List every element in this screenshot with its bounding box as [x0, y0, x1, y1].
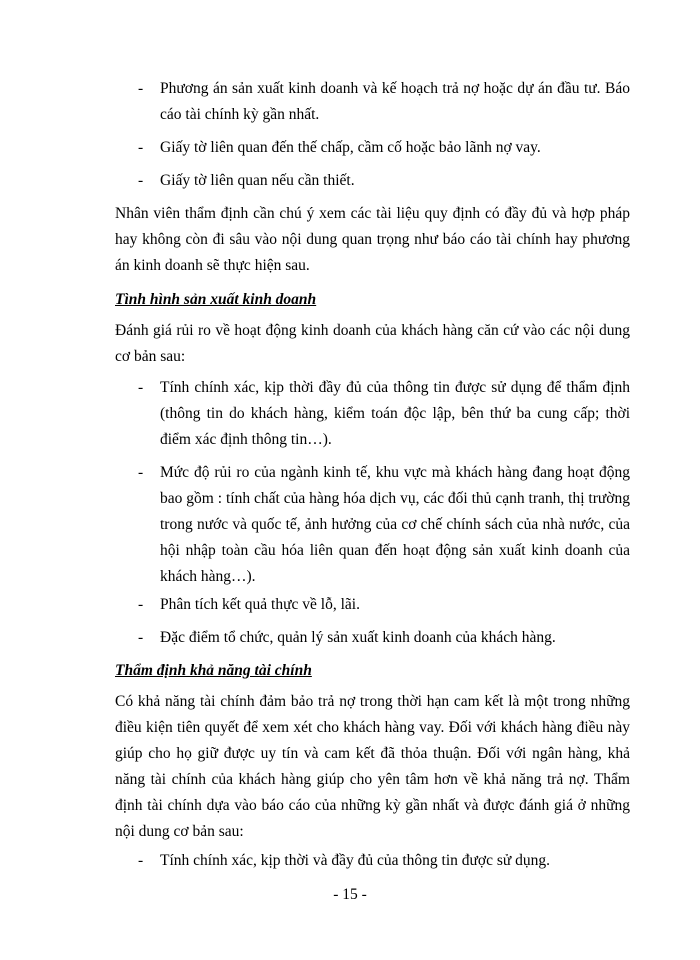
bullet-info-accuracy: Tính chính xác, kịp thời đầy đủ của thông tin được sử dụng để thẩm định (thông tin do khách hàng, kiểm toán độc lập, bên thứ ba cung cấp; thời điểm xác định thông tin…).	[160, 379, 630, 448]
section-heading-business: Tình hình sản xuất kinh doanh	[115, 291, 317, 308]
page-number: - 15 -	[333, 886, 367, 903]
paragraph-staff-check: Nhân viên thẩm định cần chú ý xem các tài liệu quy định có đầy đủ và hợp pháp hay không còn đi sâu vào nội dung quan trọng như báo cáo tài chính hay phương án kinh doanh sẽ thực hiện sau.	[115, 205, 630, 274]
bullet-dash: -	[138, 464, 144, 481]
bullet-organization: Đặc điểm tổ chức, quản lý sản xuất kinh doanh của khách hàng.	[160, 629, 556, 646]
bullet-dash: -	[138, 172, 144, 189]
bullet-dash: -	[138, 379, 144, 396]
bullet-dash: -	[138, 852, 144, 869]
bullet-risk-level: Mức độ rủi ro của ngành kinh tế, khu vực mà khách hàng đang hoạt động bao gồm : tính chất của hàng hóa dịch vụ, các đối thủ cạnh tranh, thị trường trong nước và quốc tế, ảnh hưởng của cơ chế chính sách của nhà nước, của hội nhập toàn cầu hóa liên quan đến hoạt động sản xuất kinh doanh của khách hàng…).	[160, 464, 630, 585]
bullet-profit-loss: Phân tích kết quả thực về lỗ, lãi.	[160, 596, 360, 613]
paragraph-business-intro: Đánh giá rủi ro về hoạt động kinh doanh của khách hàng căn cứ vào các nội dung cơ bản sau:	[115, 322, 630, 365]
section-heading-finance: Thẩm định khả năng tài chính	[115, 662, 312, 679]
bullet-business-plan: Phương án sản xuất kinh doanh và kế hoạch trả nợ hoặc dự án đầu tư. Báo cáo tài chính kỳ gần nhất.	[160, 80, 630, 123]
bullet-collateral-docs: Giấy tờ liên quan đến thế chấp, cầm cố hoặc bảo lãnh nợ vay.	[160, 139, 541, 156]
bullet-dash: -	[138, 139, 144, 156]
bullet-dash: -	[138, 596, 144, 613]
bullet-other-docs: Giấy tờ liên quan nếu cần thiết.	[160, 172, 355, 189]
bullet-dash: -	[138, 80, 144, 97]
bullet-dash: -	[138, 629, 144, 646]
paragraph-finance-intro: Có khả năng tài chính đảm bảo trả nợ trong thời hạn cam kết là một trong những điều kiện tiên quyết để xem xét cho khách hàng vay. Đối với khách hàng điều này giúp cho họ giữ được uy tín và cam kết đã thỏa thuận. Đối với ngân hàng, khả năng tài chính của khách hàng giúp cho yên tâm hơn về khả năng trả nợ. Thẩm định tài chính dựa vào báo cáo của những kỳ gần nhất và được đánh giá ở những nội dung cơ bản sau:	[115, 693, 630, 840]
bullet-finance-info: Tính chính xác, kịp thời và đầy đủ của thông tin được sử dụng.	[160, 852, 551, 869]
